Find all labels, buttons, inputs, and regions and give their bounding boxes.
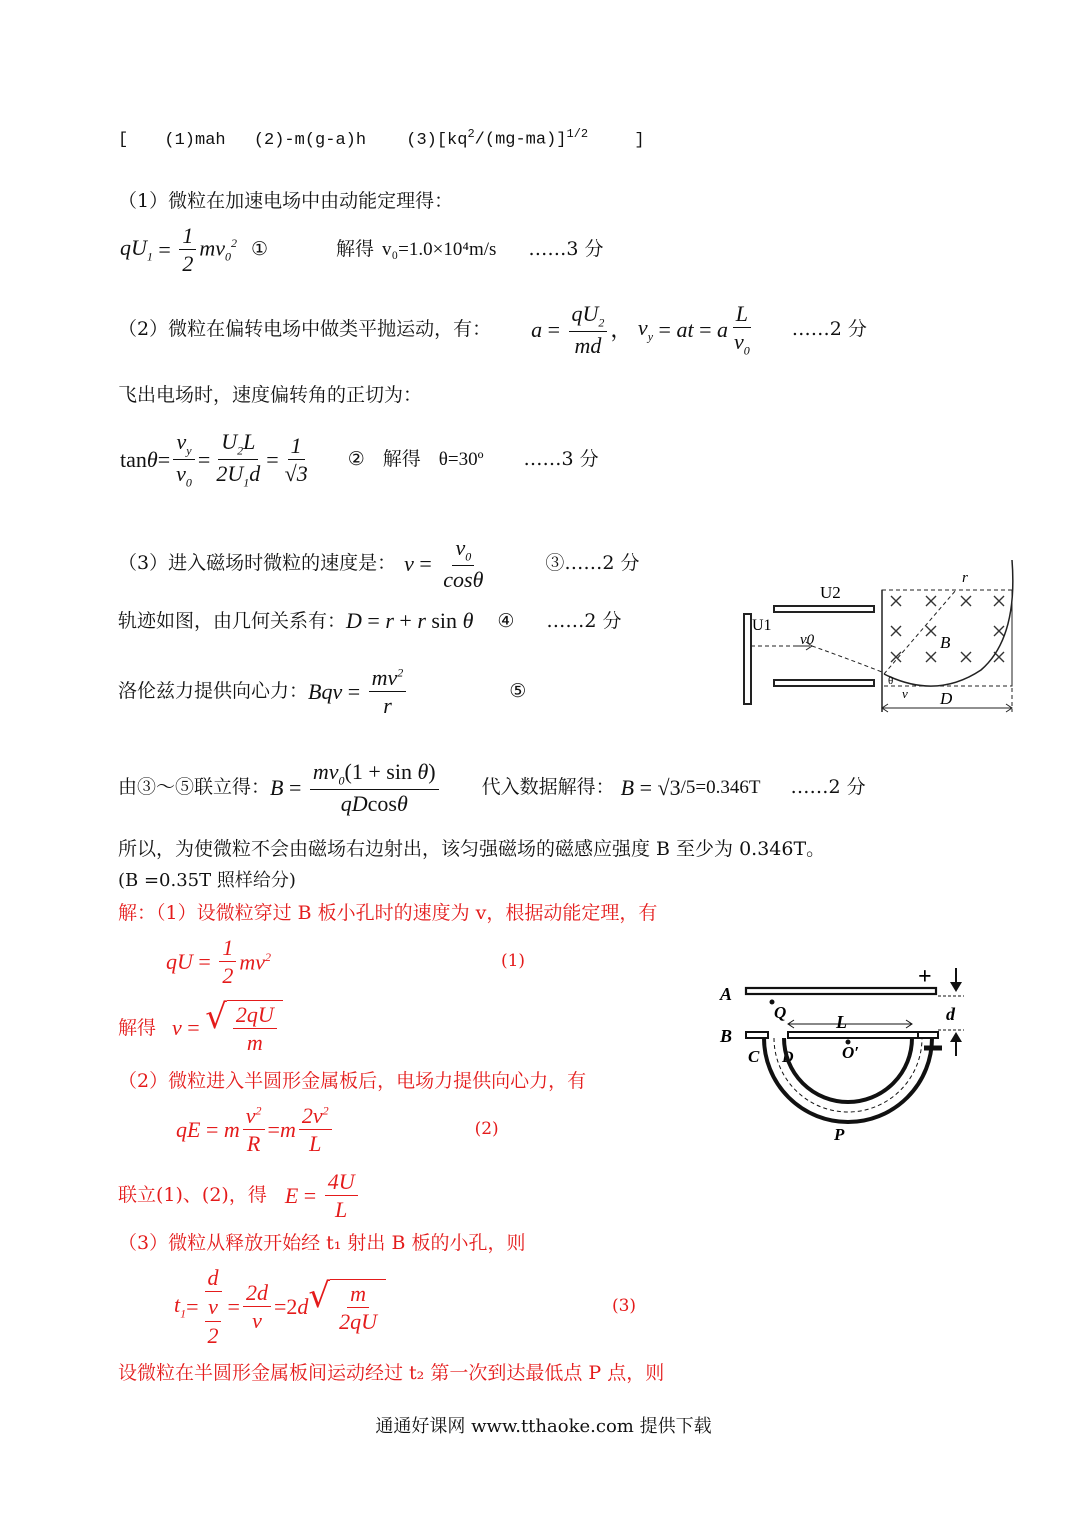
fig1-field-crosses xyxy=(891,596,1004,662)
answer-part-3-root: 1/2 xyxy=(566,127,589,141)
fig1-label-v0: v0 xyxy=(800,632,815,648)
fig2-label-q: Q xyxy=(774,1003,787,1022)
eq3-score: ③……2 分 xyxy=(545,552,640,575)
s1-step1-text: （1）微粒在加速电场中由动能定理得： xyxy=(118,190,454,212)
eq4-score: ……2 分 xyxy=(546,609,622,632)
fig2-label-d-gap: d xyxy=(946,1004,955,1024)
answer-part-1: (1)mah xyxy=(164,130,226,150)
s2-intro: 解：（1）设微粒穿过 B 板小孔时的速度为 v，根据动能定理，有 xyxy=(118,902,658,924)
answer-key-line xyxy=(118,128,645,149)
s1-lorentz: 洛伦兹力提供向心力： Bqv = $\frac{mv^2}{r}$ ⑤ xyxy=(118,665,527,719)
eq2-result-prefix: 解得 xyxy=(382,448,421,471)
answer-part-3c: /(mg-ma)] xyxy=(474,130,567,150)
figure-1-magnetic-field xyxy=(736,560,1026,722)
fig2-label-o: O′ xyxy=(842,1043,860,1062)
bracket-open: [ xyxy=(118,130,129,150)
s2-eq3-label: (3) xyxy=(611,1296,637,1317)
eq4-label: ④ xyxy=(497,609,515,632)
s1-step3-text: （3）进入磁场时微粒的速度是： xyxy=(118,552,397,575)
s2-step3-text: （3）微粒从释放开始经 t₁ 射出 B 板的小孔，则 xyxy=(118,1232,526,1254)
s2-solve: 解得 v = √ $\frac{2qU}{m}$ xyxy=(118,1000,283,1057)
s1-substitute-result: /5=0.346T xyxy=(680,777,761,799)
s2-eq3: $t_1$ = $\frac{d}{\frac{v}{2}}$ = $\frac{2d}{v}$ = 2 d √ $\frac{m}{2qU}$ (3) xyxy=(174,1265,637,1348)
fig2-plus: + xyxy=(918,964,932,990)
s2-combine-text: 联立(1)、(2)，得 xyxy=(118,1184,267,1207)
s2-eq2: qE = m $\frac{v^2}{R}$ = m $\frac{2v^2}{L}$ (2) xyxy=(176,1103,499,1157)
eq2-result: θ=30º xyxy=(438,449,484,471)
s2-solve-prefix: 解得 xyxy=(118,1016,157,1039)
s1-conclusion: 所以，为使微粒不会由磁场右边射出，该匀强磁场的磁感应强度 B 至少为 0.346T。 xyxy=(118,838,826,860)
s1-step2: （2）微粒在偏转电场中做类平抛运动，有： a = $\frac{qU_2}{md}$ ， $v_y$ = at = a $\frac{L}{v_0}$ ……2 分 xyxy=(118,301,867,359)
s2-eq1-label: (1) xyxy=(500,951,526,972)
s1-combine-text: 由③～⑤联立得： xyxy=(118,776,271,799)
eq2-label: ② xyxy=(347,448,365,471)
fig2-label-l: L xyxy=(836,1012,847,1032)
s1-geometry: 轨迹如图，由几何关系有： D = r + r sin θ ④ ……2 分 xyxy=(118,608,622,633)
answer-part-3a: (3)[kq xyxy=(406,130,468,150)
eq1-label: ① xyxy=(250,238,269,261)
fig1-label-b: B xyxy=(940,633,951,652)
eq5-label: ⑤ xyxy=(509,680,527,703)
page-footer: 通通好课网 www.tthaoke.com 提供下载 xyxy=(375,1416,712,1437)
fig2-label-d: D xyxy=(782,1049,794,1066)
s1-step2-score: ……2 分 xyxy=(791,318,867,341)
s1-combine: 由③～⑤联立得： B = $\frac{mv_0(1 + \sin \theta)}{qDcos\theta}$ 代入数据解得： B = √3 /5=0.346T ……2 分 xyxy=(118,759,866,817)
fig1-label-u1: U1 xyxy=(752,617,772,634)
bracket-close: ] xyxy=(634,130,645,150)
fig1-label-v: v xyxy=(902,686,908,701)
fig2-label-b: B xyxy=(720,1026,733,1046)
s1-lorentz-text: 洛伦兹力提供向心力： xyxy=(118,680,309,703)
s2-combine: 联立(1)、(2)，得 E = $\frac{4U}{L}$ xyxy=(118,1168,361,1224)
eq1-score: ……3 分 xyxy=(528,238,604,261)
s2-step2-text: （2）微粒进入半圆形金属板后，电场力提供向心力，有 xyxy=(118,1070,587,1092)
fig2-label-c: C xyxy=(748,1047,760,1066)
s1-geometry-text: 轨迹如图，由几何关系有： xyxy=(118,609,347,632)
fig2-label-p: P xyxy=(834,1125,845,1144)
s1-eq1: $qU_1$ = $\frac{1}{2}$ $mv_0^2$ ① 解得 v₀=1.0×10⁴m/s ……3 分 xyxy=(120,223,604,277)
fig1-label-r: r xyxy=(962,570,968,586)
fig2-label-a: A xyxy=(720,984,733,1004)
fig1-label-theta: θ xyxy=(888,675,894,687)
s1-step2-text: （2）微粒在偏转电场中做类平抛运动，有： xyxy=(118,318,492,341)
figure-2-semicircle-plates xyxy=(712,962,982,1148)
fig1-label-u2: U2 xyxy=(820,583,841,602)
s1-tan-text: 飞出电场时，速度偏转角的正切为： xyxy=(118,384,423,406)
fig1-label-d: D xyxy=(940,689,953,708)
s1-substitute-score: ……2 分 xyxy=(790,776,866,799)
eq2-score: ……3 分 xyxy=(523,448,599,471)
s1-substitute-text: 代入数据解得： xyxy=(481,776,615,799)
answer-part-3-exp: 2 xyxy=(467,127,475,141)
s1-eq2: tan θ = $\frac{v_y}{v_0}$ = $\frac{U_2L}{2U_1d}$ = $\frac{1}{√3}$ ② 解得 θ=30º ……3 分 xyxy=(120,429,599,490)
answer-part-2: (2)-m(g-a)h xyxy=(253,130,367,150)
s1-note: (B =0.35T 照样给分) xyxy=(118,870,296,891)
s2-eq2-label: (2) xyxy=(474,1119,499,1140)
eq1-result-prefix: 解得 xyxy=(336,238,375,261)
eq1-result: v₀=1.0×10⁴m/s xyxy=(382,239,497,261)
s1-step3: （3）进入磁场时微粒的速度是： v = $\frac{v_0}{\cos\theta}$ ③……2 分 xyxy=(118,535,640,593)
s2-eq1: qU = $\frac{1}{2}$ $mv^2$ (1) xyxy=(166,935,526,989)
s2-last-text: 设微粒在半圆形金属板间运动经过 t₂ 第一次到达最低点 P 点，则 xyxy=(118,1362,665,1384)
